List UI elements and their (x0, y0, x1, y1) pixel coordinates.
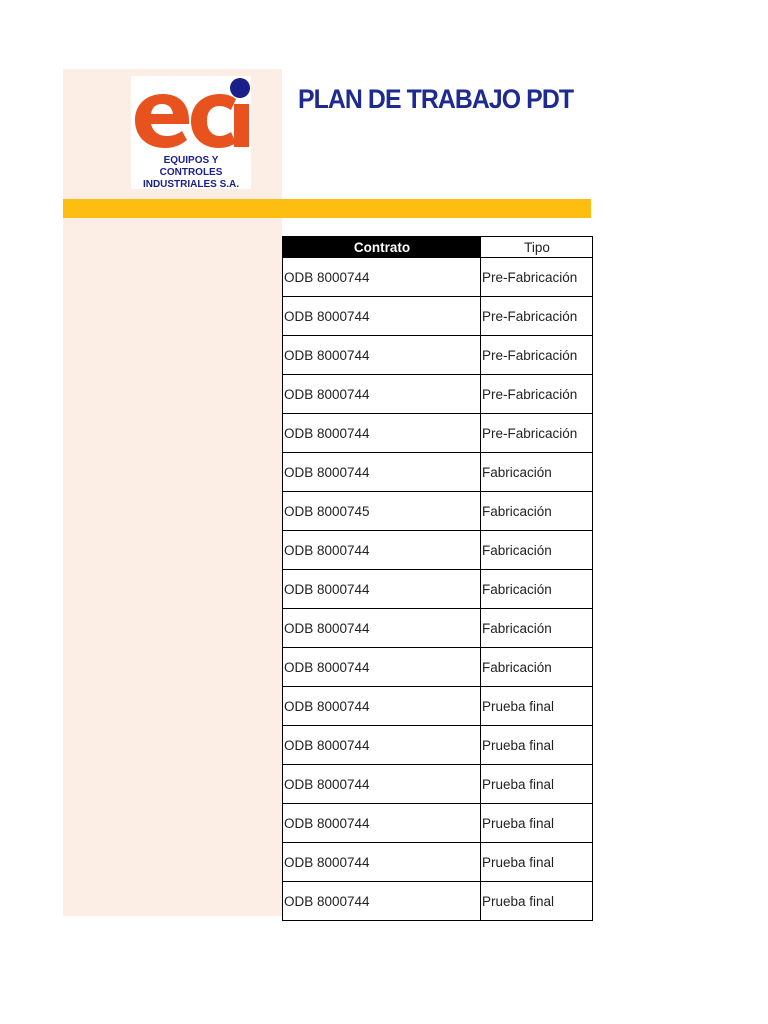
table-row (283, 570, 593, 609)
table-row (283, 765, 593, 804)
logo-company-line2: INDUSTRIALES S.A. (142, 179, 240, 190)
cell-contrato: ODB 8000744 (283, 297, 481, 336)
cell-tipo: Prueba final (481, 804, 593, 843)
cell-tipo: Fabricación (481, 648, 593, 687)
cell-tipo: Pre-Fabricación (481, 258, 593, 297)
side-panel (63, 218, 282, 916)
table-row (283, 336, 593, 375)
table-row (283, 492, 593, 531)
cell-tipo: Prueba final (481, 687, 593, 726)
table-row (283, 648, 593, 687)
cell-tipo: Fabricación (481, 492, 593, 531)
work-plan-table (282, 236, 593, 921)
table-row (283, 726, 593, 765)
cell-tipo: Fabricación (481, 609, 593, 648)
cell-contrato: ODB 8000744 (283, 726, 481, 765)
cell-tipo: Fabricación (481, 570, 593, 609)
cell-contrato: ODB 8000744 (283, 570, 481, 609)
table-row (283, 297, 593, 336)
cell-contrato: ODB 8000745 (283, 492, 481, 531)
cell-contrato: ODB 8000744 (283, 648, 481, 687)
table-row (283, 843, 593, 882)
eci-logo-mark (131, 76, 251, 156)
cell-contrato: ODB 8000744 (283, 453, 481, 492)
cell-contrato: ODB 8000744 (283, 843, 481, 882)
table-header-row (283, 237, 593, 258)
cell-contrato: ODB 8000744 (283, 765, 481, 804)
cell-contrato: ODB 8000744 (283, 687, 481, 726)
table-row (283, 453, 593, 492)
table-row (283, 804, 593, 843)
table-row (283, 414, 593, 453)
table-row (283, 531, 593, 570)
cell-tipo: Pre-Fabricación (481, 336, 593, 375)
accent-bar (63, 199, 591, 218)
cell-contrato: ODB 8000744 (283, 609, 481, 648)
cell-contrato: ODB 8000744 (283, 336, 481, 375)
table-body (283, 258, 593, 921)
cell-contrato: ODB 8000744 (283, 804, 481, 843)
cell-contrato: ODB 8000744 (283, 375, 481, 414)
table-row (283, 375, 593, 414)
cell-tipo: Fabricación (481, 453, 593, 492)
page-title: PLAN DE TRABAJO PDT (298, 84, 574, 114)
company-logo (131, 76, 251, 189)
cell-tipo: Fabricación (481, 531, 593, 570)
table-row (283, 258, 593, 297)
cell-tipo: Prueba final (481, 843, 593, 882)
logo-company-line1: EQUIPOS Y CONTROLES (159, 155, 223, 178)
cell-tipo: Pre-Fabricación (481, 375, 593, 414)
cell-tipo: Prueba final (481, 726, 593, 765)
table-row (283, 882, 593, 921)
cell-tipo: Pre-Fabricación (481, 414, 593, 453)
table-row (283, 687, 593, 726)
cell-contrato: ODB 8000744 (283, 258, 481, 297)
cell-contrato: ODB 8000744 (283, 531, 481, 570)
cell-tipo: Pre-Fabricación (481, 297, 593, 336)
cell-contrato: ODB 8000744 (283, 882, 481, 921)
column-header-contrato: Contrato (283, 237, 481, 258)
cell-tipo: Prueba final (481, 765, 593, 804)
table-row (283, 609, 593, 648)
cell-tipo: Prueba final (481, 882, 593, 921)
column-header-tipo: Tipo (481, 237, 593, 258)
cell-contrato: ODB 8000744 (283, 414, 481, 453)
